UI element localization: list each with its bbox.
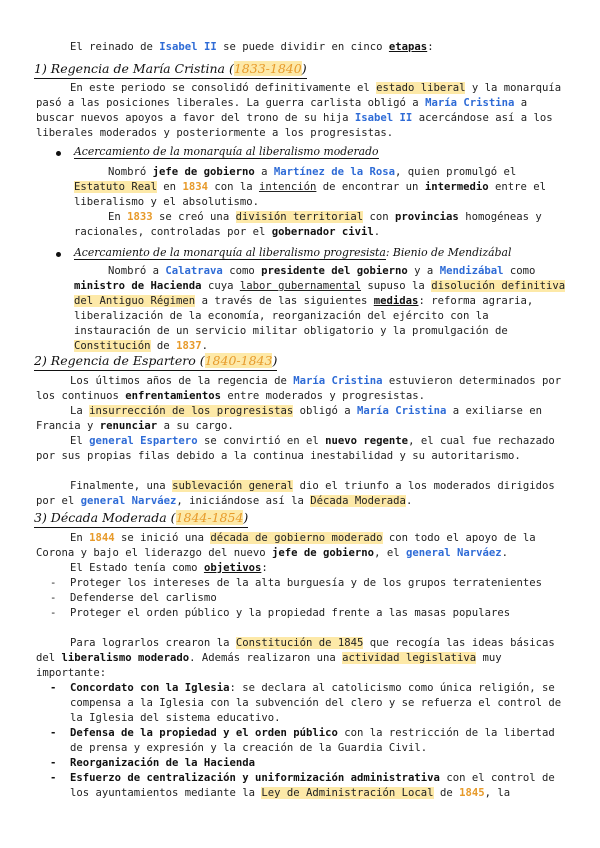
text: homogéneas y racionales, controladas por el	[74, 211, 542, 238]
text: .	[373, 226, 381, 238]
text: como	[222, 265, 262, 277]
list-item-text: : se declara al catolicismo como única religión, se compensa a la Iglesia con la subvención del clero y se refuerza el control de la Iglesia del sistema educativo.	[70, 682, 562, 724]
text: con la	[207, 181, 259, 193]
list-item	[36, 726, 566, 756]
objetivos: objetivos	[203, 562, 262, 574]
list-item-bold: Reorganización de la Hacienda	[70, 757, 255, 769]
text: . Además realizaron una	[189, 652, 343, 664]
medidas-list	[36, 681, 566, 801]
section-2-paragraph-4	[36, 479, 566, 509]
list-item	[36, 771, 566, 801]
text: .	[501, 547, 509, 559]
dash-icon: -	[50, 727, 57, 739]
text: La	[70, 405, 90, 417]
dash-icon: -	[50, 757, 57, 769]
ley-administracion-local: Ley de Administración Local	[261, 787, 434, 799]
year: 1845	[459, 787, 485, 799]
text: El	[70, 435, 90, 447]
general-narvaez: general Narváez	[405, 547, 502, 559]
heading-years: 1833-1840	[233, 61, 302, 76]
insurreccion-progresistas: insurrección de los progresistas	[89, 405, 294, 417]
list-item-bold: Concordato con la Iglesia	[70, 682, 230, 694]
text: entre moderados y progresistas.	[220, 390, 426, 402]
list-item	[36, 591, 566, 606]
division-territorial: división territorial	[235, 211, 364, 223]
text: estuvieron determinados por los continuos	[36, 375, 562, 402]
section-2-paragraph-2	[36, 404, 566, 434]
bullet-icon	[56, 151, 61, 156]
section-3-paragraph-2	[36, 561, 566, 576]
text: muy importante:	[36, 652, 502, 679]
maria-cristina: María Cristina	[425, 97, 515, 109]
estatuto-real: Estatuto Real	[74, 181, 157, 193]
heading-text: )	[272, 353, 278, 368]
section-3-paragraph-1	[36, 531, 566, 561]
list-item-text: , la	[484, 787, 511, 799]
sublevacion-general: sublevación general	[172, 480, 294, 492]
list-item	[36, 606, 566, 621]
list-item	[36, 576, 566, 591]
heading-text: )	[243, 510, 249, 525]
list-item-bold: Defensa de la propiedad y el orden público	[70, 727, 338, 739]
year: 1833	[127, 211, 153, 223]
text: y a	[407, 265, 440, 277]
calatrava: Calatrava	[165, 265, 223, 277]
text: Para lograrlos crearon la	[70, 637, 236, 649]
jefe-gobierno: jefe de gobierno	[152, 166, 255, 178]
list-item	[36, 681, 566, 726]
text: , el	[374, 547, 406, 559]
year: 1844	[89, 532, 115, 544]
heading-years: 1844-1854	[175, 510, 244, 525]
text: se creó una	[152, 211, 236, 223]
list-item-bold: Esfuerzo de centralización y uniformización administrativa	[70, 772, 440, 784]
general-espartero: general Espartero	[89, 435, 198, 447]
text: a su cargo.	[157, 420, 234, 432]
bullet-icon	[56, 252, 61, 257]
section-2-heading	[34, 353, 277, 371]
list-item-text: de	[433, 787, 460, 799]
presidente-gobierno: presidente del gobierno	[261, 265, 408, 277]
text: Finalmente, una	[70, 480, 173, 492]
text: a través de las siguientes	[195, 295, 374, 307]
text: entre el liberalismo y el absolutismo.	[74, 181, 547, 208]
section-3-heading	[34, 510, 248, 528]
etapas: etapas	[388, 41, 428, 53]
gobernador-civil: gobernador civil	[271, 226, 374, 238]
section-2-paragraph-1	[36, 374, 566, 404]
dash-icon: -	[50, 592, 57, 604]
ministro-hacienda: ministro de Hacienda	[74, 280, 202, 292]
provincias: provincias	[395, 211, 459, 223]
constitucion-1845: Constitución de 1845	[235, 637, 364, 649]
jefe-gobierno: jefe de gobierno	[272, 547, 375, 559]
decada-moderada: Década Moderada	[310, 495, 406, 507]
text: se inició una	[114, 532, 211, 544]
text: En este periodo se consolidó definitivamente el	[70, 82, 377, 94]
nuevo-regente: nuevo regente	[325, 435, 409, 447]
sub-title: Acercamiento de la monarquía al liberalismo moderado	[74, 145, 379, 158]
list-item	[36, 756, 566, 771]
text: En	[108, 211, 128, 223]
text: con	[363, 211, 396, 223]
text: a	[254, 166, 274, 178]
text: :	[261, 562, 268, 574]
martinez-de-la-rosa: Martínez de la Rosa	[273, 166, 396, 178]
section-1-heading	[34, 61, 307, 79]
text: Los últimos años de la regencia de	[70, 375, 294, 387]
text: se convirtió en el	[197, 435, 326, 447]
labor-gubernamental: labor gubernamental	[239, 280, 362, 292]
heading-text: 3) Década Moderada (	[34, 510, 176, 525]
general-narvaez: general Narváez	[80, 495, 177, 507]
dash-icon: -	[50, 682, 57, 694]
list-item-text: Defenderse del carlismo	[70, 592, 217, 604]
list-item-text: Proteger el orden público y la propiedad frente a las masas populares	[70, 607, 511, 619]
subsection-2-title	[74, 246, 511, 260]
estado-liberal: estado liberal	[376, 82, 466, 94]
text: obligó a	[293, 405, 358, 417]
dash-icon: -	[50, 772, 57, 784]
section-1-paragraph	[36, 81, 566, 141]
text: de	[150, 340, 177, 352]
text: : reforma agraria, liberalización de la economía, reorganización del ejército con la instauración de un servicio militar obligatorio y la promulgación de	[74, 295, 534, 337]
dash-icon: -	[50, 607, 57, 619]
list-item-text: con el control de los ayuntamientos mediante la	[70, 772, 555, 799]
text: como	[503, 265, 536, 277]
heading-text: )	[301, 61, 307, 76]
text: , iniciándose así la	[176, 495, 311, 507]
text: Nombró	[108, 166, 153, 178]
subsection-1-title	[74, 145, 379, 159]
text: se puede dividir en cinco	[216, 41, 389, 53]
disolucion-antiguo-regimen: disolución definitiva del Antiguo Régimen	[74, 280, 566, 307]
text: que recogía las ideas básicas del	[36, 637, 555, 664]
text: supuso la	[361, 280, 432, 292]
maria-cristina: María Cristina	[293, 375, 383, 387]
objetivos-list	[36, 576, 566, 621]
heading-text: 2) Regencia de Espartero (	[34, 353, 205, 368]
text: Nombró a	[108, 265, 166, 277]
actividad-legislativa: actividad legislativa	[342, 652, 477, 664]
list-item-text: Proteger los intereses de la alta burguesía y de los grupos terratenientes	[70, 577, 542, 589]
intencion: intención	[258, 181, 317, 193]
heading-text: 1) Regencia de María Cristina (	[34, 61, 234, 76]
text: El reinado de	[70, 41, 160, 53]
text: acercándose así a los liberales moderados y posteriormente a los progresistas.	[36, 112, 553, 139]
renunciar: renunciar	[99, 420, 158, 432]
sub2-paragraph	[74, 264, 566, 354]
medidas: medidas	[373, 295, 419, 307]
isabel-ii: Isabel II	[354, 112, 413, 124]
text: , el cual fue rechazado por sus propias filas debido a la continua inestabilidad y su autoritarismo.	[36, 435, 555, 462]
sub1-paragraph-1	[74, 165, 566, 210]
decada-gobierno-moderado: década de gobierno moderado	[210, 532, 383, 544]
text: dio el triunfo a los moderados dirigidos por el	[36, 480, 555, 507]
list-item-text: con la restricción de la libertad de prensa y expresión y la creación de la Guardia Civil.	[70, 727, 555, 754]
text: a buscar nuevos apoyos a favor del trono de su hija	[36, 97, 528, 124]
heading-years: 1840-1843	[204, 353, 273, 368]
maria-cristina: María Cristina	[357, 405, 447, 417]
sub-title: Acercamiento de la monarquía al liberalismo progresista	[74, 246, 386, 259]
sub-title-tail: : Bienio de Mendizábal	[385, 246, 512, 259]
text: .	[201, 340, 208, 352]
section-3-paragraph-3	[36, 636, 566, 681]
text: con todo el apoyo de la Corona y bajo el liderazgo del nuevo	[36, 532, 536, 559]
text: a exiliarse en Francia y	[36, 405, 542, 432]
section-2-paragraph-3	[36, 434, 566, 464]
dash-icon: -	[50, 577, 57, 589]
text: :	[427, 41, 434, 53]
text: cuya	[201, 280, 240, 292]
intermedio: intermedio	[424, 181, 489, 193]
text: , quien promulgó el	[395, 166, 517, 178]
enfrentamientos: enfrentamientos	[125, 390, 221, 402]
text: En	[70, 532, 90, 544]
sub1-paragraph-2	[74, 210, 566, 240]
year: 1834	[182, 181, 208, 193]
intro-paragraph	[36, 40, 566, 55]
constitucion: Constitución	[74, 340, 151, 352]
isabel-ii: Isabel II	[159, 41, 217, 53]
text: .	[405, 495, 413, 507]
text: de encontrar un	[316, 181, 425, 193]
text: y la monarquía pasó a las posiciones liberales. La guerra carlista obligó a	[36, 82, 562, 109]
year: 1837	[176, 340, 202, 352]
mendizabal: Mendizábal	[439, 265, 504, 277]
liberalismo-moderado: liberalismo moderado	[61, 652, 190, 664]
text: El Estado tenía como	[70, 562, 204, 574]
text: en	[156, 181, 183, 193]
